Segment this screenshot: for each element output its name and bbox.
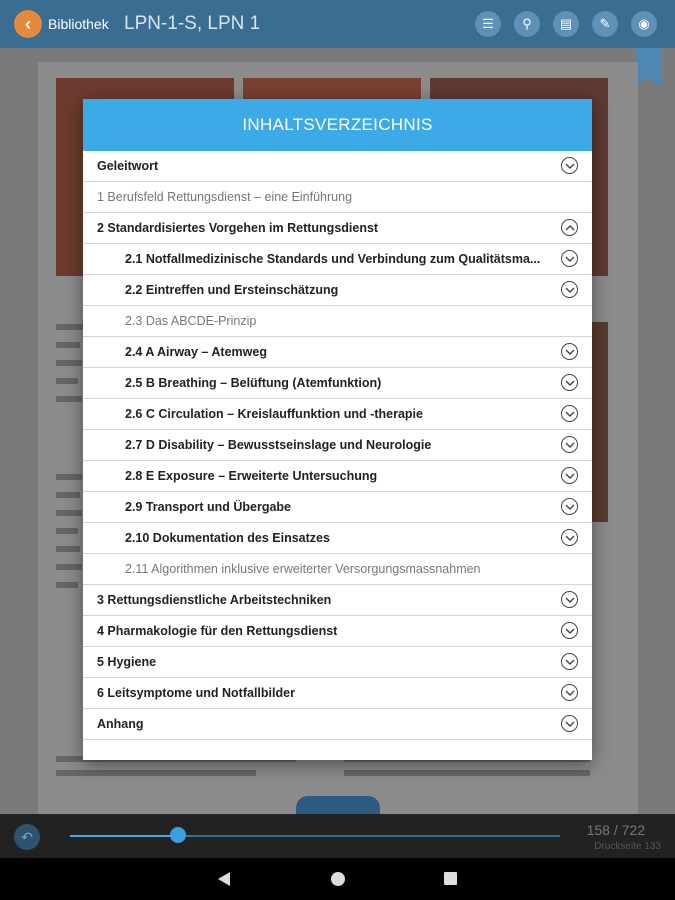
chevron-down-icon[interactable] <box>561 436 578 453</box>
chevron-down-icon[interactable] <box>561 653 578 670</box>
book-title: LPN-1-S, LPN 1 <box>124 13 261 34</box>
toc-item[interactable] <box>83 430 592 461</box>
search-icon[interactable]: ⚲ <box>514 11 540 37</box>
toc-item-label: 6 Leitsymptome und Notfallbilder <box>97 686 295 700</box>
nav-back-icon[interactable] <box>218 872 230 886</box>
toc-item[interactable] <box>83 554 592 585</box>
chevron-down-icon[interactable] <box>561 622 578 639</box>
notes-icon[interactable]: ▤ <box>553 11 579 37</box>
text-line <box>56 492 80 498</box>
chevron-down-icon[interactable] <box>561 250 578 267</box>
toc-item-label: 2.7 D Disability – Bewusstseinslage und Neurologie <box>125 438 432 452</box>
pen-icon[interactable]: ✎ <box>592 11 618 37</box>
toc-item-label: 3 Rettungsdienstliche Arbeitstechniken <box>97 593 332 607</box>
toc-item-label: 5 Hygiene <box>97 655 157 669</box>
toc-item[interactable] <box>83 275 592 306</box>
toc-item-label: 4 Pharmakologie für den Rettungsdienst <box>97 624 338 638</box>
nav-home-icon[interactable] <box>331 872 345 886</box>
chevron-down-icon[interactable] <box>561 157 578 174</box>
toc-item[interactable] <box>83 616 592 647</box>
toc-title: INHALTSVERZEICHNIS <box>83 99 592 151</box>
reader-bottom-bar <box>0 814 675 858</box>
chevron-down-icon[interactable] <box>561 498 578 515</box>
chevron-up-icon[interactable] <box>561 219 578 236</box>
toc-item[interactable] <box>83 709 592 740</box>
print-page-label: Druckseite 133 <box>594 841 661 852</box>
toc-item[interactable] <box>83 678 592 709</box>
toc-item[interactable] <box>83 244 592 275</box>
chevron-down-icon[interactable] <box>561 684 578 701</box>
text-line <box>56 770 256 776</box>
toc-item[interactable] <box>83 399 592 430</box>
toc-item-label: 2.5 B Breathing – Belüftung (Atemfunktion) <box>125 376 382 390</box>
toc-item-label: Anhang <box>97 717 144 731</box>
toc-list <box>83 151 592 740</box>
chevron-down-icon[interactable] <box>561 467 578 484</box>
toc-item-label: 2.9 Transport und Übergabe <box>125 500 292 514</box>
toc-item[interactable] <box>83 182 592 213</box>
toc-item[interactable] <box>83 151 592 182</box>
toc-item[interactable] <box>83 461 592 492</box>
nav-recents-icon[interactable] <box>444 872 457 885</box>
list-icon[interactable]: ☰ <box>475 11 501 37</box>
toc-item[interactable] <box>83 585 592 616</box>
text-line <box>56 546 80 552</box>
chevron-down-icon[interactable] <box>561 281 578 298</box>
toc-item-label: 1 Berufsfeld Rettungsdienst – eine Einführung <box>97 190 353 204</box>
top-app-bar <box>0 0 675 48</box>
text-line <box>56 510 82 516</box>
text-line <box>56 564 82 570</box>
chevron-down-icon[interactable] <box>561 591 578 608</box>
toc-item-label: 2.2 Eintreffen und Ersteinschätzung <box>125 283 339 297</box>
text-line <box>56 378 78 384</box>
toc-item-label: 2.10 Dokumentation des Einsatzes <box>125 531 330 545</box>
toc-item[interactable] <box>83 368 592 399</box>
text-line <box>344 770 590 776</box>
toc-item[interactable] <box>83 492 592 523</box>
undo-icon[interactable]: ↶ <box>14 824 40 850</box>
toc-item-label: 2 Standardisiertes Vorgehen im Rettungsdienst <box>97 221 379 235</box>
page-counter: 158 / 722 <box>586 822 645 838</box>
chevron-down-icon[interactable] <box>561 343 578 360</box>
text-line <box>56 360 82 366</box>
toc-item[interactable] <box>83 647 592 678</box>
system-nav-bar <box>0 858 675 900</box>
toc-item-label: 2.3 Das ABCDE-Prinzip <box>125 314 257 328</box>
text-line <box>56 342 80 348</box>
toc-item-label: Geleitwort <box>97 159 159 173</box>
back-arrow-icon[interactable]: ‹ <box>14 10 42 38</box>
toc-item-label: 2.1 Notfallmedizinische Standards und Verbindung zum Qualitätsma... <box>125 252 541 266</box>
toc-item[interactable] <box>83 213 592 244</box>
text-line <box>56 474 82 480</box>
text-line <box>56 528 78 534</box>
toc-item-label: 2.6 C Circulation – Kreislauffunktion und -therapie <box>125 407 423 421</box>
eye-icon[interactable]: ◉ <box>631 11 657 37</box>
text-line <box>56 396 82 402</box>
toc-item[interactable] <box>83 306 592 337</box>
toc-item-label: 2.8 E Exposure – Erweiterte Untersuchung <box>125 469 378 483</box>
toc-item-label: 2.4 A Airway – Atemweg <box>125 345 267 359</box>
chevron-down-icon[interactable] <box>561 715 578 732</box>
chevron-down-icon[interactable] <box>561 529 578 546</box>
toc-item[interactable] <box>83 337 592 368</box>
library-back-link[interactable]: Bibliothek <box>48 16 109 32</box>
chevron-down-icon[interactable] <box>561 374 578 391</box>
chevron-down-icon[interactable] <box>561 405 578 422</box>
page-slider-fill <box>70 835 178 837</box>
toc-dialog <box>83 99 592 760</box>
toc-item-label: 2.11 Algorithmen inklusive erweiterter Versorgungsmassnahmen <box>125 562 481 576</box>
bookmark-ribbon-icon[interactable] <box>635 48 661 78</box>
page-slider-thumb[interactable] <box>170 827 186 843</box>
toc-item[interactable] <box>83 523 592 554</box>
text-line <box>56 582 78 588</box>
text-line <box>56 324 84 330</box>
